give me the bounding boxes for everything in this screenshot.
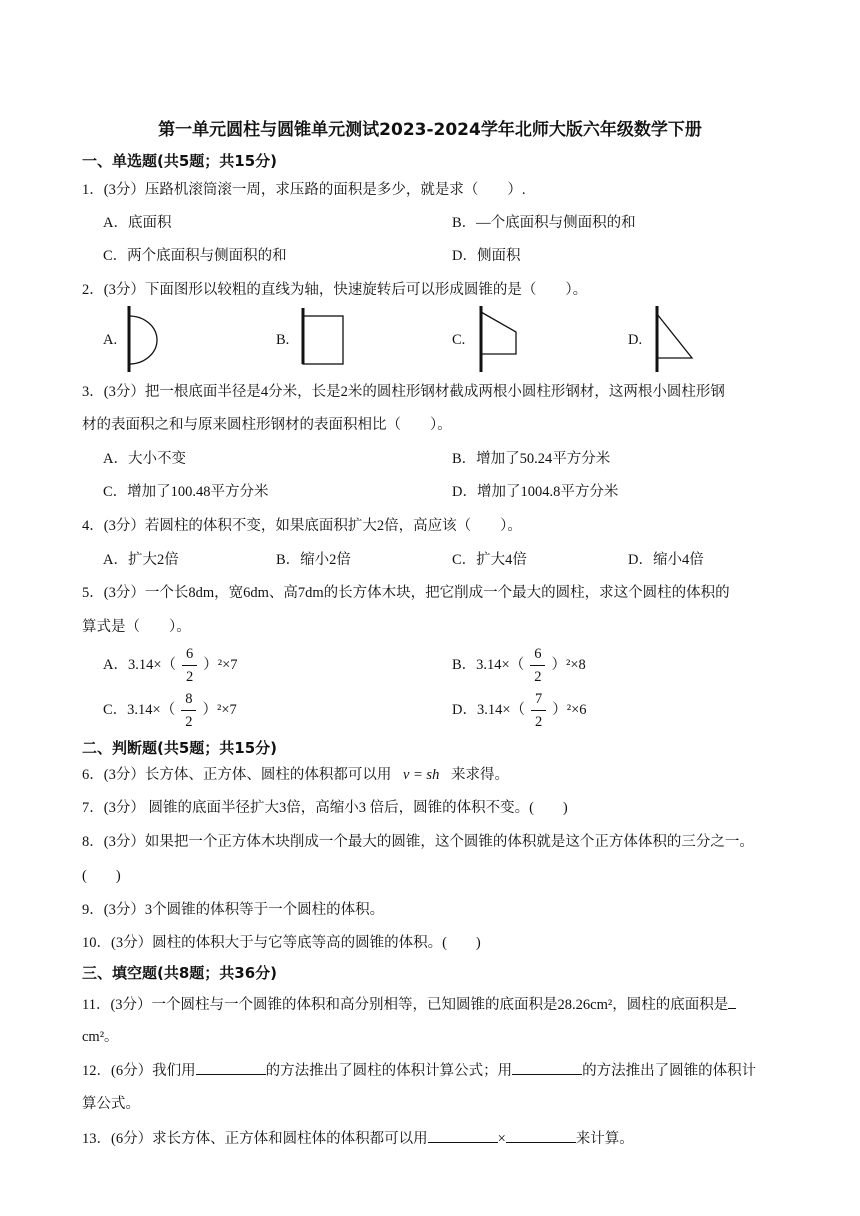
q13-text-1: 13．(6分）求长方体、正方体和圆柱体的体积都可以用: [82, 1131, 428, 1147]
section-heading-single-choice: 一、单选题(共5题；共15分): [82, 152, 278, 170]
question-3-stem-line2: 材的表面积之和与原来圆柱形钢材的表面积相比（ ）。: [82, 417, 452, 433]
rectangle-figure: [298, 304, 348, 376]
q5-option-a-suffix: ）²×7: [203, 656, 238, 673]
numerator: 6: [182, 645, 197, 666]
q6-text-end: 来求得。: [450, 767, 509, 783]
half-circle-figure: [124, 304, 174, 376]
q5-option-d: [452, 690, 587, 731]
question-7: 7．(3分） 圆锥的底面半径扩大3倍，高缩小3 倍后，圆锥的体积不变。( ): [82, 800, 568, 816]
q4-option-d: D．缩小4倍: [628, 552, 704, 568]
q5-option-a: [103, 645, 238, 686]
answer-blank[interactable]: [196, 1060, 266, 1075]
denominator: 2: [186, 669, 194, 685]
q12-text-2: 的方法推出了圆柱的体积计算公式；用: [265, 1063, 513, 1079]
q5-option-d-suffix: ）²×6: [552, 701, 587, 718]
denominator: 2: [185, 714, 193, 730]
q3-option-b: B．增加了50.24平方分米: [452, 451, 611, 467]
denominator: 2: [534, 669, 542, 685]
trapezoid-figure: [476, 304, 526, 376]
q2-option-c-label: C.: [452, 332, 466, 348]
question-5-stem-line1: 5．(3分）一个长8dm，宽6dm、高7dm的长方体木块，把它削成一个最大的圆柱，求这个圆柱的体积的: [82, 585, 730, 601]
question-2-stem: 2．(3分）下面图形以较粗的直线为轴，快速旋转后可以形成圆锥的是（ ）。: [82, 282, 588, 298]
question-13: [82, 1128, 812, 1149]
question-10: 10．(3分）圆柱的体积大于与它等底等高的圆锥的体积。( ): [82, 935, 481, 951]
question-12-line2: 算公式。: [82, 1096, 140, 1112]
q5-option-c-suffix: ）²×7: [202, 701, 237, 718]
q12-text-1: 12．(6分）我们用: [82, 1063, 196, 1079]
section-heading-true-false: 二、判断题(共5题；共15分): [82, 739, 278, 757]
q5-option-b: [452, 645, 586, 686]
numerator: 6: [530, 645, 545, 666]
q4-option-c: C．扩大4倍: [452, 552, 527, 568]
question-4-stem: 4．(3分）若圆柱的体积不变，如果底面积扩大2倍，高应该（ ）。: [82, 518, 522, 534]
q5-option-c-prefix: C．3.14×（: [103, 701, 176, 718]
answer-blank[interactable]: [728, 994, 736, 1009]
q3-option-d: D．增加了1004.8平方分米: [452, 484, 619, 500]
section-heading-fill-blank: 三、填空题(共8题；共36分): [82, 964, 278, 982]
q5-option-a-prefix: A．3.14×（: [103, 656, 177, 673]
q1-option-a: A．底面积: [103, 215, 172, 231]
q13-text-2: 来计算。: [575, 1131, 634, 1147]
page-title: 第一单元圆柱与圆锥单元测试2023-2024学年北师大版六年级数学下册: [158, 120, 702, 140]
q3-option-c: C．增加了100.48平方分米: [103, 484, 269, 500]
q6-text: 6．(3分）长方体、正方体、圆柱的体积都可以用: [82, 767, 392, 783]
q1-option-c: C．两个底面积与侧面积的和: [103, 248, 287, 264]
question-11-line2: cm²。: [82, 1029, 119, 1045]
q5-option-c: [103, 690, 237, 731]
question-8-line2: ( ): [82, 868, 121, 884]
question-12-line1: [82, 1060, 812, 1081]
q11-text: 11．(3分）一个圆柱与一个圆锥的体积和高分别相等，已知圆锥的底面积是28.26cm²，圆柱的底面积是: [82, 997, 729, 1013]
q2-option-a-label: A.: [103, 332, 118, 348]
q4-option-a: A．扩大2倍: [103, 552, 179, 568]
answer-blank[interactable]: [428, 1128, 498, 1143]
right-triangle-figure: [652, 304, 702, 376]
q2-option-b-label: B.: [276, 332, 290, 348]
numerator: 8: [181, 690, 196, 711]
q2-option-d-label: D.: [628, 332, 643, 348]
question-1-stem: 1．(3分）压路机滚筒滚一周，求压路的面积是多少，就是求（ ）.: [82, 182, 526, 198]
q5-option-d-prefix: D．3.14×（: [452, 701, 526, 718]
fraction: [182, 645, 197, 686]
q1-option-d: D．侧面积: [452, 248, 521, 264]
q3-option-a: A．大小不变: [103, 451, 186, 467]
question-11-line1: [82, 994, 812, 1015]
question-3-stem-line1: 3．(3分）把一根底面半径是4分米，长是2米的圆柱形钢材截成两根小圆柱形钢材，这两根小圆柱形钢: [82, 384, 725, 400]
question-6: [82, 765, 812, 785]
fraction: [181, 690, 196, 731]
answer-blank[interactable]: [506, 1128, 576, 1143]
q4-option-b: B．缩小2倍: [276, 552, 351, 568]
q12-text-3: 的方法推出了圆锥的体积计: [582, 1063, 757, 1079]
q6-formula: v = sh: [402, 767, 440, 783]
denominator: 2: [535, 714, 543, 730]
q1-option-b: B．—个底面积与侧面积的和: [452, 215, 636, 231]
question-5-stem-line2: 算式是（ ）。: [82, 619, 191, 635]
question-8-line1: 8．(3分）如果把一个正方体木块削成一个最大的圆锥，这个圆锥的体积就是这个正方体体积的三分之一。: [82, 834, 754, 850]
answer-blank[interactable]: [512, 1060, 582, 1075]
numerator: 7: [531, 690, 546, 711]
fraction: [531, 690, 546, 731]
q13-times: ×: [497, 1131, 506, 1147]
q5-option-b-suffix: ）²×8: [551, 656, 586, 673]
q5-option-b-prefix: B．3.14×（: [452, 656, 525, 673]
fraction: [530, 645, 545, 686]
question-9: 9．(3分）3个圆锥的体积等于一个圆柱的体积。: [82, 902, 385, 918]
